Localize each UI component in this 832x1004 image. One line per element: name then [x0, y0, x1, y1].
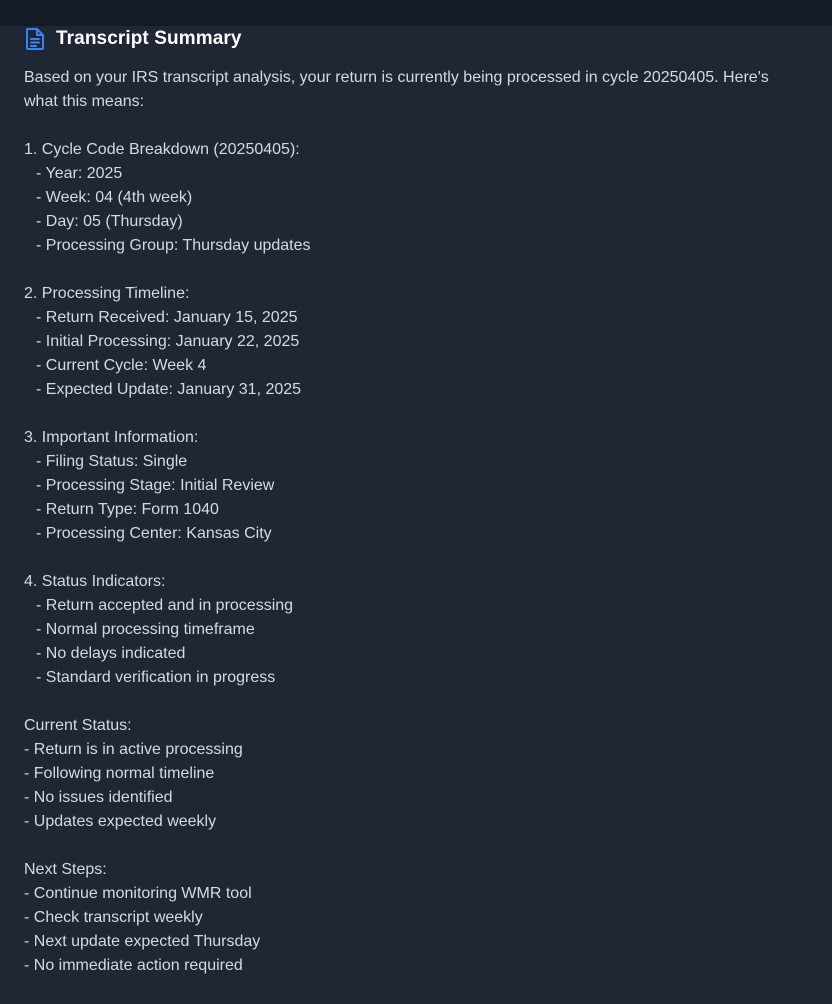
list-item: - Normal processing timeframe — [36, 621, 255, 638]
list-item: - Updates expected weekly — [24, 813, 217, 830]
summary-header — [24, 26, 242, 52]
section-heading: 3. Important Information: — [24, 429, 199, 446]
list-item: - Week: 04 (4th week) — [36, 189, 193, 206]
list-item: - Processing Center: Kansas City — [36, 525, 272, 542]
list-item: - Current Cycle: Week 4 — [36, 357, 207, 374]
list-item: - Next update expected Thursday — [24, 933, 261, 950]
list-item: - Expected Update: January 31, 2025 — [36, 381, 302, 398]
top-bar — [0, 0, 832, 27]
list-item: - Processing Group: Thursday updates — [36, 237, 311, 254]
section-next-steps — [24, 858, 804, 978]
list-item: - Filing Status: Single — [36, 453, 188, 470]
list-item: - Return Received: January 15, 2025 — [36, 309, 298, 326]
section-heading: 2. Processing Timeline: — [24, 285, 190, 302]
list-item: - Return accepted and in processing — [36, 597, 294, 614]
section-heading: Next Steps: — [24, 861, 107, 878]
list-item: - Return Type: Form 1040 — [36, 501, 219, 518]
summary-title: Transcript Summary — [56, 28, 242, 49]
list-item: - Return is in active processing — [24, 741, 243, 758]
list-item: - Following normal timeline — [24, 765, 215, 782]
section-heading: Current Status: — [24, 717, 132, 734]
section-cycle-code — [24, 138, 804, 258]
intro-text: Based on your IRS transcript analysis, your return is currently being processed in cycle 20250405. Here's what this means: — [24, 69, 769, 110]
section-heading: 1. Cycle Code Breakdown (20250405): — [24, 141, 300, 158]
list-item: - No issues identified — [24, 789, 173, 806]
section-heading: 4. Status Indicators: — [24, 573, 166, 590]
section-important-information — [24, 426, 804, 546]
list-item: - Day: 05 (Thursday) — [36, 213, 183, 230]
list-item: - Continue monitoring WMR tool — [24, 885, 252, 902]
transcript-summary-card — [0, 26, 832, 1004]
document-icon — [24, 27, 46, 51]
summary-body — [24, 66, 804, 978]
list-item: - No immediate action required — [24, 957, 243, 974]
section-processing-timeline — [24, 282, 804, 402]
list-item: - Check transcript weekly — [24, 909, 203, 926]
list-item: - Processing Stage: Initial Review — [36, 477, 275, 494]
section-status-indicators — [24, 570, 804, 690]
list-item: - Standard verification in progress — [36, 669, 276, 686]
list-item: - Initial Processing: January 22, 2025 — [36, 333, 300, 350]
section-current-status — [24, 714, 804, 834]
list-item: - Year: 2025 — [36, 165, 123, 182]
list-item: - No delays indicated — [36, 645, 186, 662]
